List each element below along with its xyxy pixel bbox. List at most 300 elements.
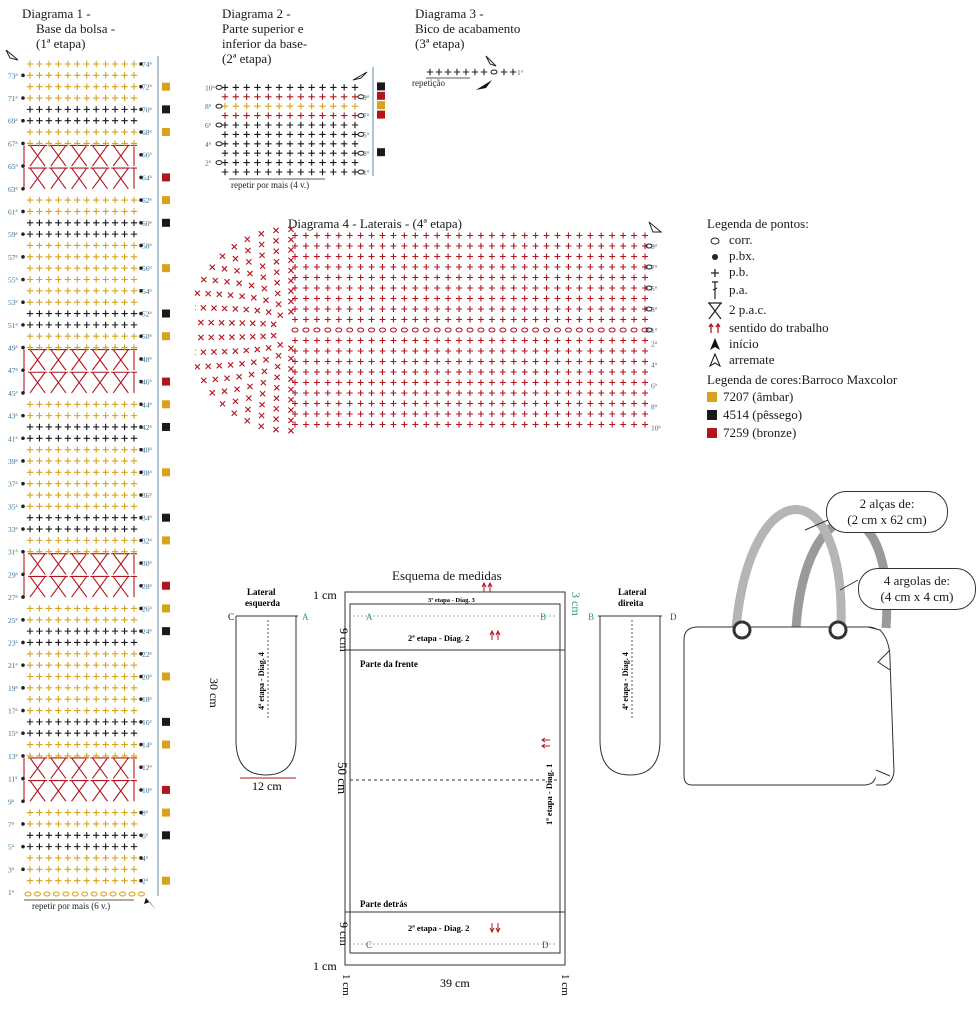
diagram4-stitch [620, 380, 626, 386]
diagram1-stitch [112, 61, 118, 67]
diagram4-stitch [467, 390, 473, 396]
diagram4-stitch [598, 380, 604, 386]
diagram3-stitch [445, 69, 451, 75]
diagram4-stitch [489, 285, 495, 291]
diagram4-stitch [609, 296, 615, 302]
diagram2-stitch [319, 94, 325, 100]
diagram1-stitch [112, 118, 118, 124]
diagram1-stitch [36, 514, 42, 520]
diagram1-stitch [46, 118, 52, 124]
left-side-30cm: 30 cm [207, 678, 221, 708]
diagram2-stitch [319, 159, 325, 165]
stitch-legend-list [707, 232, 967, 368]
diagram4-stitch [555, 369, 561, 375]
diagram1-stitch [46, 877, 52, 883]
diagram4-chain-mark [303, 328, 309, 332]
diagram4-stitch [489, 422, 495, 428]
diagram4-stitch [347, 411, 353, 417]
diagram1-stitch [102, 537, 108, 543]
diagram4-stitch [576, 285, 582, 291]
diagram1-stitch [131, 651, 137, 657]
diagram1-stitch [102, 707, 108, 713]
diagram2-stitch [265, 159, 271, 165]
diagram1-color-swatch [162, 582, 170, 590]
diagram1-stitch [131, 435, 137, 441]
diagram1-stitch [65, 118, 71, 124]
diagram4-stitch [380, 380, 386, 386]
diagram4-stitch [555, 390, 561, 396]
diagram1-stitch [84, 651, 90, 657]
diagram4-stitch [533, 254, 539, 260]
diagram1-stitch [121, 220, 127, 226]
diagram1-stitch [102, 254, 108, 260]
diagram1-stitch [93, 832, 99, 838]
diagram1-stitch [93, 435, 99, 441]
diagram4-round-stitch [288, 299, 293, 304]
diagram4-stitch [609, 306, 615, 312]
diagram4-stitch [434, 233, 440, 239]
diagram1-stitch [65, 480, 71, 486]
diagram4-stitch [445, 411, 451, 417]
diagram4-stitch [434, 411, 440, 417]
diagram1-stitch [93, 741, 99, 747]
diagram4-stitch [544, 254, 550, 260]
diagram4-stitch [358, 306, 364, 312]
diagram4-round-stitch [288, 289, 293, 294]
diagram4-stitch [565, 390, 571, 396]
diagram4-stitch [380, 390, 386, 396]
diagram1-stitch [121, 458, 127, 464]
diagram1-stitch [131, 469, 137, 475]
diagram1-stitch [112, 685, 118, 691]
diagram4-stitch [500, 411, 506, 417]
diagram4-stitch [522, 254, 528, 260]
diagram1-stitch [46, 537, 52, 543]
diagram4-stitch [467, 306, 473, 312]
diagram1-stitch [84, 719, 90, 725]
diagram4-stitch [358, 275, 364, 281]
diagram1-stitch [121, 276, 127, 282]
diagram4-stitch [314, 338, 320, 344]
diagram4-stitch [620, 306, 626, 312]
diagram1-stitch [84, 492, 90, 498]
diagram2-stitch [254, 169, 260, 175]
diagram1-stitch [74, 877, 80, 883]
diagram4-round-stitch [274, 270, 279, 275]
diagram4-stitch [478, 285, 484, 291]
diagram2-stitch [287, 159, 293, 165]
diagram4-stitch [522, 285, 528, 291]
diagram2-chain-mark [216, 104, 222, 108]
diagram4-stitch [369, 243, 375, 249]
double-crochet-icon [709, 280, 721, 300]
diagram4-stitch [434, 296, 440, 302]
diagram4-stitch [598, 264, 604, 270]
diagram1-color-swatch [162, 831, 170, 839]
diagram1-stitch [112, 265, 118, 271]
diagram4-stitch [434, 285, 440, 291]
diagram1-stitch [121, 605, 127, 611]
diagram4-chart [195, 220, 675, 440]
diagram1-stitch [55, 866, 61, 872]
diagram1-stitch [121, 95, 127, 101]
left-side-etapa4: 4ª etapa - Diag. 4 [257, 652, 266, 710]
diagram4-chain-mark [467, 328, 473, 332]
diagram1-stitch [46, 310, 52, 316]
diagram4-stitch [467, 296, 473, 302]
diagram4-round-stitch [288, 346, 293, 351]
diagram1-crossed-dc [70, 781, 89, 802]
diagram4-stitch [380, 317, 386, 323]
diagram1-stitch [131, 333, 137, 339]
diagram4-stitch [565, 369, 571, 375]
diagram1-slip-mark [21, 142, 25, 146]
diagram4-stitch [369, 422, 375, 428]
diagram4-stitch [555, 317, 561, 323]
diagram4-chain-mark [336, 328, 342, 332]
diagram1-dc-mark [131, 168, 137, 189]
diagram1-row-number: 22ª [142, 649, 152, 659]
diagram4-stitch [314, 306, 320, 312]
diagram2-stitch [222, 159, 228, 165]
diagram4-stitch [467, 359, 473, 365]
diagram4-stitch [467, 264, 473, 270]
diagram1-slip-mark [21, 868, 25, 872]
diagram4-stitch [380, 243, 386, 249]
diagram4-stitch [423, 422, 429, 428]
crossed-dc-icon-wrap [707, 300, 723, 320]
diagram4-stitch [303, 401, 309, 407]
diagram4-stitch [642, 390, 648, 396]
diagram1-stitch [74, 492, 80, 498]
diagram1-stitch [46, 458, 52, 464]
diagram4-stitch [358, 359, 364, 365]
diagram4-round-stitch [229, 320, 234, 325]
diagram4-chain-mark [390, 328, 396, 332]
diagram1-stitch [65, 412, 71, 418]
diagram4-stitch [620, 338, 626, 344]
diagram4-stitch [500, 296, 506, 302]
diagram1-stitch [27, 288, 33, 294]
diagram4-stitch [303, 254, 309, 260]
diagram4-stitch [533, 275, 539, 281]
diagram1-stitch [84, 310, 90, 316]
diagram1-crossed-dc [90, 554, 109, 575]
diagram1-stitch [36, 424, 42, 430]
diagram4-stitch [314, 411, 320, 417]
diagram1-stitch [55, 83, 61, 89]
measures-title: Esquema de medidas [392, 568, 502, 583]
diagram1-row-number: 67ª [8, 139, 18, 149]
diagram1-stitch [112, 220, 118, 226]
diagram1-stitch [112, 537, 118, 543]
diagram4-stitch [511, 285, 517, 291]
bag-ring-left [734, 622, 750, 638]
diagram4-stitch [292, 338, 298, 344]
diagram1-stitch [27, 639, 33, 645]
diagram4-round-stitch [259, 402, 264, 407]
diagram4-stitch [412, 296, 418, 302]
diagram4-round-stitch [195, 291, 200, 296]
diagram1-row-number: 30ª [142, 559, 152, 569]
diagram1-stitch [27, 866, 33, 872]
diagram1-stitch [55, 310, 61, 316]
diagram1-stitch [55, 208, 61, 214]
diagram1-stitch [93, 322, 99, 328]
diagram4-round-stitch [239, 361, 244, 366]
diagram1-row-number: 43ª [8, 411, 18, 421]
diagram4-stitch [412, 401, 418, 407]
diagram4-stitch [576, 296, 582, 302]
diagram4-stitch [522, 348, 528, 354]
diagram1-slip-mark [21, 346, 25, 350]
diagram1-color-swatch [162, 400, 170, 408]
diagram1-stitch [131, 662, 137, 668]
diagram2-stitch [233, 150, 239, 156]
diagram1-stitch [121, 446, 127, 452]
diagram1-stitch [74, 685, 80, 691]
diagram4-stitch [347, 254, 353, 260]
diagram4-stitch [336, 285, 342, 291]
diagram4-stitch [401, 306, 407, 312]
diagram1-stitch [46, 685, 52, 691]
finish-arrow-icon [709, 353, 721, 367]
diagram4-stitch [587, 243, 593, 249]
diagram1-stitch [65, 662, 71, 668]
handles-leader [805, 520, 828, 530]
diagram2-stitch [265, 131, 271, 137]
diagram1-stitch [46, 299, 52, 305]
diagram4-stitch [511, 275, 517, 281]
diagram1-stitch [84, 503, 90, 509]
diagram4-round-stitch [234, 387, 239, 392]
diagram4-stitch [434, 264, 440, 270]
diagram4-stitch [489, 369, 495, 375]
diagram4-stitch [303, 422, 309, 428]
diagram4-stitch [576, 348, 582, 354]
diagram4-stitch [336, 380, 342, 386]
diagram1-stitch [74, 855, 80, 861]
diagram1-stitch [65, 537, 71, 543]
diagram4-stitch [314, 380, 320, 386]
diagram4-stitch [511, 359, 517, 365]
diagram1-crossed-dc [90, 758, 109, 779]
diagram4-stitch [434, 338, 440, 344]
diagram4-round-stitch [239, 294, 244, 299]
diagram1-stitch [112, 514, 118, 520]
diagram4-stitch [489, 380, 495, 386]
diagram4-stitch [609, 411, 615, 417]
diagram4-stitch [631, 359, 637, 365]
diagram4-stitch [609, 401, 615, 407]
diagram1-stitch [74, 605, 80, 611]
diagram1-stitch [46, 617, 52, 623]
diagram4-stitch [642, 411, 648, 417]
diagram4-stitch [390, 390, 396, 396]
diagram1-stitch [102, 458, 108, 464]
diagram1-row-number: 13ª [8, 751, 18, 761]
diagram2-stitch [265, 122, 271, 128]
diagram4-stitch [609, 243, 615, 249]
diagram1-stitch [93, 809, 99, 815]
diagram1-stitch [74, 424, 80, 430]
diagram2-stitch [330, 94, 336, 100]
diagram1-stitch [131, 617, 137, 623]
diagram1-stitch [112, 83, 118, 89]
diagram4-stitch [445, 348, 451, 354]
diagram1-stitch [131, 458, 137, 464]
diagram4-stitch [598, 422, 604, 428]
diagram1-row-number: 73ª [8, 71, 18, 81]
diagram4-stitch [544, 285, 550, 291]
diagram1-stitch [112, 628, 118, 634]
diagram1-stitch [102, 685, 108, 691]
diagram4-stitch [380, 233, 386, 239]
diagram4-stitch [467, 275, 473, 281]
diagram4-stitch [467, 317, 473, 323]
diagram4-round-stitch [271, 333, 276, 338]
diagram1-stitch [36, 719, 42, 725]
diagram2-stitch [298, 103, 304, 109]
diagram4-row-number: 7ª [651, 263, 657, 272]
diagram2-stitch [298, 94, 304, 100]
diagram1-crossed-dc [111, 781, 130, 802]
diagram4-stitch [478, 369, 484, 375]
diagram4-stitch [292, 296, 298, 302]
diagram4-stitch [609, 338, 615, 344]
diagram1-stitch [27, 673, 33, 679]
diagram1-stitch [74, 435, 80, 441]
diagram1-stitch [27, 401, 33, 407]
diagram1-stitch [55, 197, 61, 203]
diagram4-stitch [511, 348, 517, 354]
diagram1-stitch [46, 662, 52, 668]
diagram4-round-stitch [259, 231, 264, 236]
diagram1-stitch [46, 480, 52, 486]
diagram4-round-stitch [274, 385, 279, 390]
diagram1-stitch [84, 809, 90, 815]
diagram4-stitch [336, 369, 342, 375]
diagram4-stitch [609, 380, 615, 386]
diagram2-stitch [222, 112, 228, 118]
diagram4-stitch [522, 380, 528, 386]
diagram2-stitch [330, 131, 336, 137]
stitch-legend-label: início [729, 336, 759, 351]
diagram1-row-number: 16ª [142, 717, 152, 727]
diagram4-stitch [423, 285, 429, 291]
diagram4-round-stitch [232, 411, 237, 416]
diagram1-stitch [55, 696, 61, 702]
scheme-label-a: A [366, 612, 373, 622]
diagram1-stitch [121, 254, 127, 260]
diagram4-stitch [390, 285, 396, 291]
diagram4-stitch [325, 359, 331, 365]
diagram4-chain-mark [489, 328, 495, 332]
diagram1-stitch [36, 254, 42, 260]
diagram1-slip-mark [21, 663, 25, 667]
diagram1-stitch [112, 673, 118, 679]
diagram1-stitch [74, 651, 80, 657]
diagram4-stitch [489, 317, 495, 323]
diagram1-row-number: 68ª [142, 128, 152, 138]
diagram2-stitch [287, 131, 293, 137]
diagram1-stitch [55, 741, 61, 747]
diagram4-stitch [467, 254, 473, 260]
diagram4-stitch [369, 264, 375, 270]
scheme-top-1cm: 1 cm [313, 588, 337, 602]
diagram4-stitch [467, 401, 473, 407]
diagram1-stitch [131, 242, 137, 248]
diagram2-stitch [254, 159, 260, 165]
diagram1-stitch [65, 855, 71, 861]
diagram1-stitch [55, 401, 61, 407]
diagram1-stitch [74, 83, 80, 89]
diagram1-row-number: 74ª [142, 60, 152, 69]
diagram4-round-stitch [198, 335, 203, 340]
diagram4-stitch [555, 275, 561, 281]
diagram2-stitch [222, 169, 228, 175]
diagram4-stitch [544, 306, 550, 312]
diagram4-stitch [478, 275, 484, 281]
diagram4-stitch [380, 285, 386, 291]
diagram4-stitch [303, 411, 309, 417]
right-side-label-b: B [588, 612, 595, 622]
diagram1-row-number: 71ª [8, 94, 18, 104]
diagram1-color-swatch [162, 219, 170, 227]
diagram4-round-stitch [222, 349, 227, 354]
diagram4-round-stitch [233, 399, 238, 404]
diagram1-stitch [27, 424, 33, 430]
diagram1-stitch [36, 617, 42, 623]
diagram4-stitch [456, 285, 462, 291]
right-side-panel [600, 616, 660, 775]
diagram1-dc-mark [131, 372, 137, 393]
slip-stitch-icon [709, 250, 721, 262]
diagram1-stitch [102, 197, 108, 203]
diagram4-stitch [478, 243, 484, 249]
diagram1-slip-mark [21, 164, 25, 168]
diagram1-stitch [112, 651, 118, 657]
diagram1-color-swatch [162, 536, 170, 544]
diagram1-stitch [93, 639, 99, 645]
diagram1-stitch [74, 118, 80, 124]
diagram4-stitch [609, 275, 615, 281]
diagram1-stitch [131, 503, 137, 509]
diagram4-stitch [423, 306, 429, 312]
diagram1-row-number: 14ª [142, 740, 152, 750]
diagram1-crossed-dc [70, 758, 89, 779]
diagram4-round-stitch [288, 227, 293, 232]
diagram4-stitch [500, 338, 506, 344]
diagram1-stitch [55, 242, 61, 248]
diagram4-stitch [598, 411, 604, 417]
diagram1-chain-mark [101, 892, 107, 896]
diagram1-stitch [131, 254, 137, 260]
diagram3-chain-mark [491, 70, 497, 74]
diagram1-row-number: 5ª [8, 842, 14, 852]
diagram1-stitch [65, 821, 71, 827]
diagram4-round-stitch [210, 390, 215, 395]
diagram1-stitch [46, 651, 52, 657]
diagram4-stitch [369, 296, 375, 302]
diagram4-stitch [456, 390, 462, 396]
diagram4-round-stitch [288, 408, 293, 413]
diagram4-stitch [533, 233, 539, 239]
diagram1-slip-mark [21, 799, 25, 803]
diagram4-stitch [325, 264, 331, 270]
diagram4-stitch [576, 359, 582, 365]
diagram1-stitch [36, 741, 42, 747]
